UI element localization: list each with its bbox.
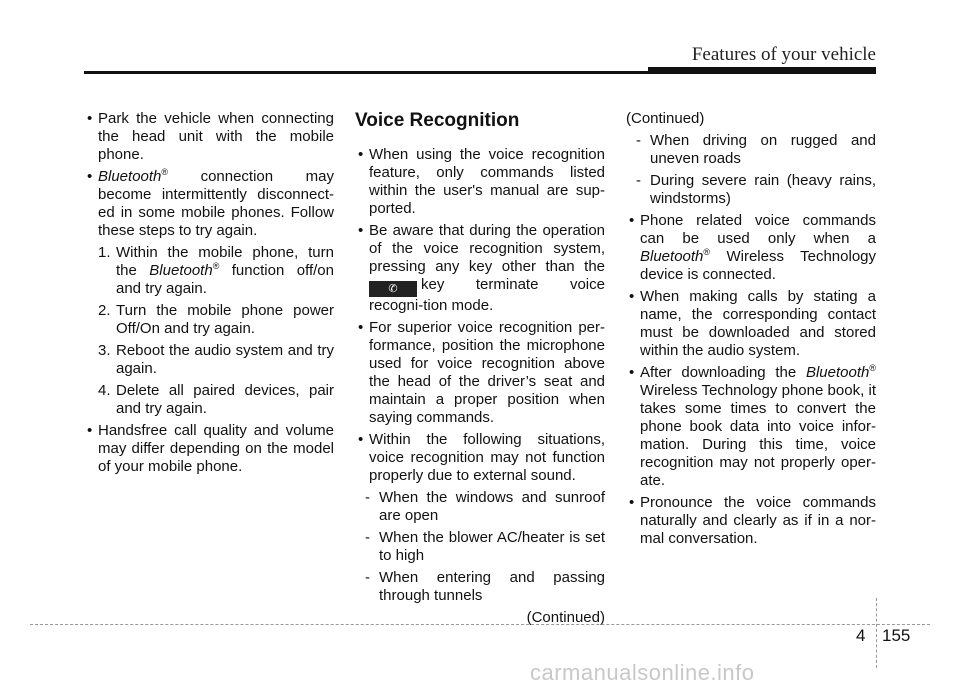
bluetooth-brand: Bluetooth [149,262,213,279]
registered-mark: ® [212,261,220,271]
dash-rugged-roads: - When driving on rugged and uneven roads [636,132,876,167]
bullet-text: Wireless Technology phone book, it takes some times to convert the phone book data into voice infor-mation. During this time, voice recognition may not properly oper-ate. [640,382,876,489]
bullet-calls-by-name: • When making calls by stating a name, the corresponding contact must be downloaded and stored within the audio system. [626,288,876,360]
bullet-commands-listed: • When using the voice recognition feature, only commands listed within the user's manual are sup-ported. [355,146,605,218]
step-text: Turn the mobile phone power Off/On and try again. [116,302,334,337]
step-number: 4. [98,382,111,399]
column-1 [84,110,334,480]
dash-text: When driving on rugged and uneven roads [650,132,876,167]
chapter-number: 4 [856,626,866,645]
bullet-text: After downloading the [640,364,806,381]
step-text: Delete all paired devices, pair and try again. [116,382,334,417]
bullet-microphone-position: • For superior voice recognition per-formance, position the microphone used for voice recognition above the head of the driver’s seat and maintain a proper position when saying commands. [355,319,605,427]
step-3 [84,342,334,378]
bullet-pronounce: • Pronounce the voice commands naturally and clearly as if in a nor-mal conversation. [626,494,876,548]
dash-text: When entering and passing through tunnels [379,569,605,604]
footer-vertical-divider [876,598,877,668]
bluetooth-brand: Bluetooth [640,248,704,265]
section-title: Voice Recognition [355,110,520,131]
column-3 [626,110,876,552]
step-text: Reboot the audio system and try again. [116,342,334,377]
dash-tunnels: - When entering and passing through tunnels [365,569,605,604]
step-number: 2. [98,302,111,319]
bullet-phone-commands [626,212,876,284]
watermark: carmanualsonline.info [530,660,755,685]
registered-mark: ® [869,363,876,373]
dash-text: When the windows and sunroof are open [379,489,605,524]
dash-text: When the blower AC/heater is set to high [379,529,605,564]
bluetooth-brand: Bluetooth [98,168,162,185]
bullet-handsfree-quality: • Handsfree call quality and volume may differ depending on the model of your mobile phone. [84,422,334,476]
bullet-external-sound: • Within the following situations, voice recognition may not function properly due to external sound. [355,431,605,485]
dash-severe-rain: - During severe rain (heavy rains, windstorms) [636,172,876,207]
bullet-bluetooth-connection [84,168,334,240]
bullet-text: key terminate voice recogni-tion mode. [369,276,605,314]
column-2 [355,110,605,627]
dash-text: During severe rain (heavy rains, windstorms) [650,172,876,207]
bullet-park-vehicle: • Park the vehicle when connecting the head unit with the mobile phone. [84,110,334,164]
step-number: 1. [98,244,111,261]
registered-mark: ® [703,247,711,257]
bullet-text: connection may become intermittently disconnect-ed in some mobile phones. Follow these steps to try again. [98,168,334,239]
bullet-text: Wireless Technology device is connected. [640,248,876,283]
step-text: function off/on and try again. [116,262,334,297]
dash-blower-high: - When the blower AC/heater is set to high [365,529,605,564]
bluetooth-brand: Bluetooth [805,364,870,381]
bullet-text: Be aware that during the operation of the voice recognition system, pressing any key other than the [369,222,605,275]
talk-key-icon: ✆ [369,281,417,297]
dash-windows-open: - When the windows and sunroof are open [365,489,605,524]
step-4 [84,382,334,418]
footer-divider [30,624,930,625]
header-rule-thick [648,67,876,74]
bullet-text: Phone related voice commands can be used only when a [640,212,876,247]
page-number: 155 [882,626,911,645]
step-text: Within the mobile phone, turn the [116,244,334,279]
header-title: Features of your vehicle [691,44,876,65]
header-rule [84,71,648,74]
continued-label: (Continued) [526,609,605,626]
registered-mark: ® [161,167,169,177]
step-number: 3. [98,342,111,359]
continued-label: (Continued) [626,110,705,127]
step-2 [84,302,334,338]
bullet-phone-book [626,364,876,490]
bullet-key-terminate [355,222,605,315]
step-1 [84,244,334,298]
